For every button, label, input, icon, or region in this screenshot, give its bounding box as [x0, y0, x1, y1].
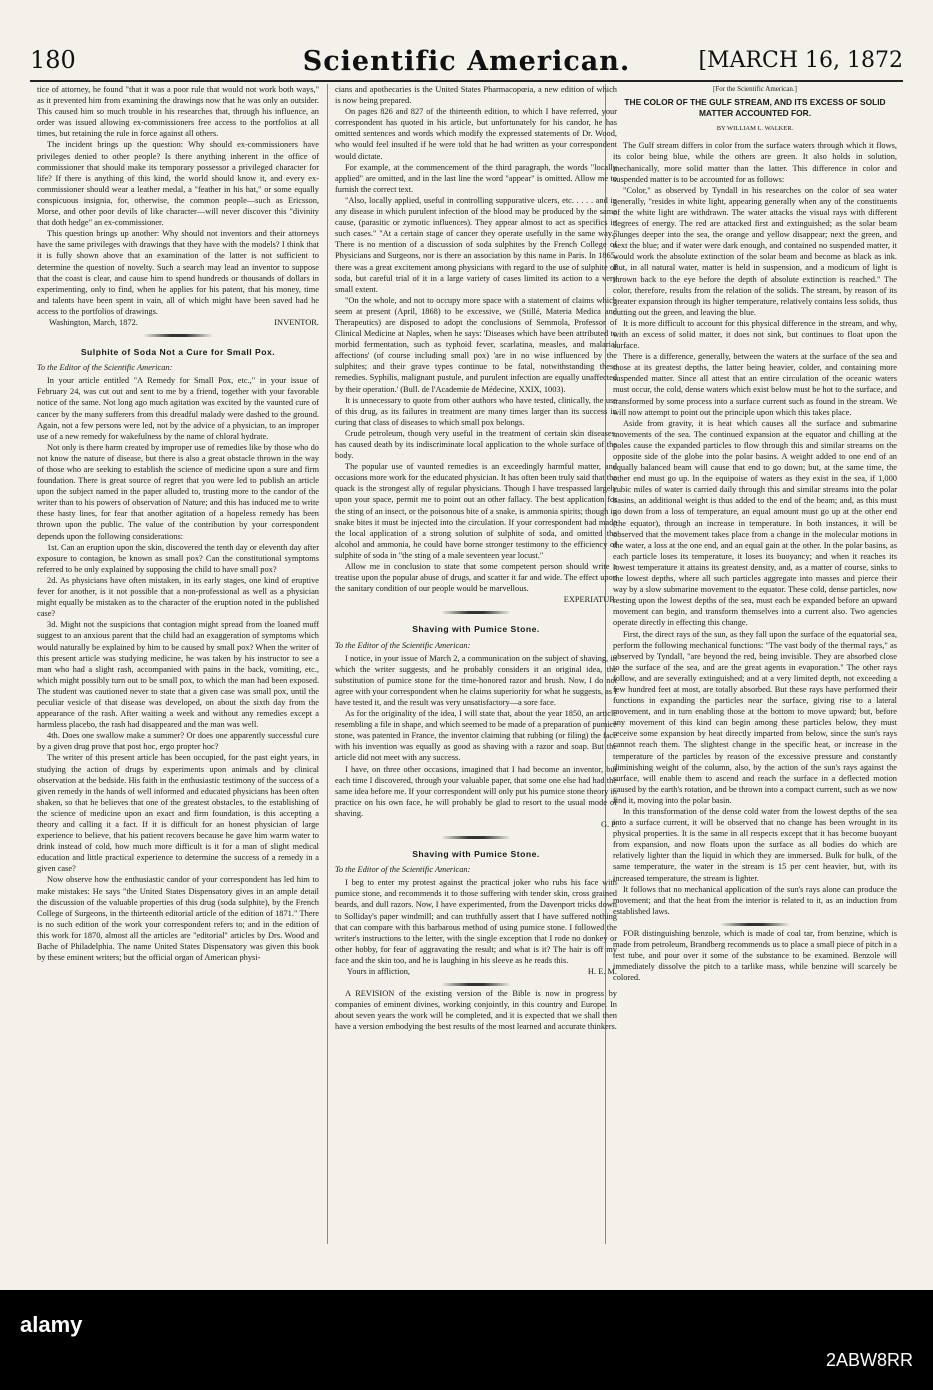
paragraph: As for the originality of the idea, I will state that, about the year 1850, an article resembling a file in shape, and which seemed to be made of a preparation of pumice stone, was patented in France, the inventor claiming that rubbing (or filing) the face with his invention was equally as good as shaving with a razor and soap. But the article did not meet with any success.: [335, 709, 617, 763]
section-ornament: [720, 923, 790, 926]
paragraph: The incident brings up the question: Why should ex-commissioners have privileges denied to other people? Is there anything inherent in the office of commissioner that should make its temporary possessor a privileged character for life? If there is anything of this kind, the world should know it, and every ex-commissioner should wear a leather medal, a "feather in his hat," or some equally conspicuous insignia, for, otherwise, the common people—such as Ericsson, Morse, and other poor devils of like character—will never discover this "divinity that doth hedge" an ex-commissioner.: [37, 140, 319, 228]
paragraph: "On the whole, and not to occupy more space with a statement of claims which seem at present (April, 1868) to be excessive, we (Stillé, Materia Medica and Therapeutics) are disposed to adopt the conclusions of Semmola, Professor of Clinical Medicine at Naples, when he says: 'Diseases which have been attributed to morbid fermentation, such as typhoid fever, scarlatina, measles, and malarial affections' (of course including small pox) 'are in no wise influenced by the sulphites; and their grave types continue to be fatal, notwithstanding these remedies. Syphilis, malignant pustule, and purulent infection are equally unaffected by their operation.' (Bull. de l'Academie de Médecine, XXIX, 1003).: [335, 295, 617, 394]
header-rule: [30, 80, 903, 82]
issue-date: [MARCH 16, 1872: [698, 48, 903, 73]
paragraph: The Gulf stream differs in color from the surface waters through which it flows, its color being blue, while the others are green. It also holds in solution, mechanically, more solid matter than the latter. This difference in color and suspended matter is to be accounted for as follows:: [613, 141, 897, 184]
paragraph: Now observe how the enthusiastic candor of your correspondent has led him to make mistakes: He says "the United States Dispensatory gives in an ample detail the discussion of the valuable properties of this drug (soda sulphite), by the French College of Surgeons, in the thirteenth editorial article of the edition of 1871." There is no such edition of the work your correspondent refers to; and in the edition of this work for 1870, almost all the articles are "editorial" articles by Drs. Wood and Bache of Philadelphia. The name United States Dispensatory was given this book by these eminent writers; but the official organ of American physi-: [37, 875, 319, 963]
signature-name: H. E. M.: [587, 967, 617, 977]
paragraph: 1st. Can an eruption upon the skin, discovered the tenth day or eleventh day after exposure to contagion, be known as small pox? Can the constitutional symptoms referred to be only explained by supposing the child to have small pox?: [37, 542, 319, 574]
paragraph: I notice, in your issue of March 2, a communication on the subject of shaving, in which the writer suggests, and he probably considers it an original idea, the substitution of pumice stone for the time-honored razor and brush. Now, I do not agree with your correspondent when he claims superiority for what he suggests, as I have tested it, and the result was very unsatisfactory—a sore face.: [335, 653, 617, 707]
paragraph: This question brings up another: Why should not inventors and their attorneys have the same privileges with drawings that they have with the models? I think that it is fully shown above that an examination of the latter is not sufficient to determine the question of novelty. Such a search may lead an inventor to suppose that the coast is clear, and cause him to spend hundreds or thousands of dollars in experimenting, only to find, when he applies for his patent, that his money, time and talents have been spent in vain, all of which might have been saved had he access to the portfolios of drawings.: [37, 229, 319, 316]
paragraph: The popular use of vaunted remedies is an exceedingly harmful matter, and occasions more work for the educated physician. It has often been truly said that the quack is the strongest ally of regular physicians. Though I have trespassed largely upon your space, permit me to point out an other fallacy. The best application for the sting of an insect, or the poisonous bite of a snake, is ammonia spirits; though in snake bites it must be injected into the circulation. If your correspondent had made the local application of a strong solution of sulphite of soda, and omitted the alcohol and ammonia, he could have borne stronger testimony to the efficiency of sulphite of soda in "the sting of a male seventeen year locust.": [335, 462, 617, 560]
footer-band: [0, 1290, 933, 1390]
signature-line: [37, 317, 319, 328]
watermark-logo: alamy: [20, 1312, 83, 1337]
column-3: [613, 84, 897, 983]
signature-closing: Yours in affliction,: [347, 967, 410, 977]
column-1: [37, 84, 319, 963]
paragraph: A REVISION of the existing version of the Bible is now in progress by companies of eminent divines, working conjointly, in this country and Europe. In about seven years the work will be completed, and it is expected that we shall then have a version embodying the best results of the most learned and accurate thinkers.: [335, 989, 617, 1032]
paragraph: It is unnecessary to quote from other authors who have tested, clinically, the use of this drug, as its failures in treatment are many times larger than its success in curing that class of diseases to which small pox belongs.: [335, 395, 617, 427]
paragraph: The writer of this present article has been occupied, for the past eight years, in studying the action of drugs by experiments upon animals and by clinical observation at the bedside. His faith in the enthusiastic testimony of the success of a given remedy in the hands of well informed and educated physicians has been often shaken, so that he believes that one of the greatest obstacles, to the establishing of the science of medicine upon an exact and firm foundation, is this accepting a theory and calling it a fact. If it is difficult for an honest physician of large experience to believe, that his patient recovers because he gave him warm water to drink instead of cold, how much more difficult is it for a man of slight medical education and little practical experience to determine the success of a remedy in a given case?: [37, 753, 319, 874]
source-note: [For the Scientific American.]: [713, 85, 797, 93]
section-ornament: [441, 983, 511, 986]
salutation: To the Editor of the Scientific American:: [335, 640, 471, 650]
paragraph: In your article entitled "A Remedy for Small Pox, etc.," in your issue of February 24, was cut out and sent to me by a friend, together with your favorable notice of the same. Not long ago much agitation was excited by the vaunted cure of cancer by the many sufferers from this dreadful malady were dashed to the ground. Again, not a few persons were led, not by the advice of a physician, to an improper use of a new remedy for wakefulness by the name of chloral hydrate.: [37, 376, 319, 441]
paragraph: 4th. Does one swallow make a summer? Or does one apparently successful cure by a given drug prove that post hoc, ergo propter hoc?: [37, 731, 319, 752]
paragraph: FOR distinguishing benzole, which is made of coal tar, from benzine, which is made from petroleum, Brandberg recommends us to place a small piece of pitch in a test tube, and pour over it some of the substance to be examined. Benzole will immediately dissolve the pitch to a tarlike mass, while benzine will scarcely be colored.: [613, 928, 897, 983]
paragraph: In this transformation of the dense cold water from the lowest depths of the sea into a surface current, it will be observed that no change has been wrought in its physical properties. It is the same in all respects except that it has become buoyant from expansion, and now floats upon the surface as all bodies do which are relatively lighter than the liquid in which they are immersed. Bulk for bulk, of the same temperature, the water in the stream is 15 per cent heavier, but, with its increased temperature, the stream is lighter.: [613, 807, 897, 883]
paragraph: It is more difficult to account for this physical difference in the stream, and why, with an excess of solid matter, it does not sink, but continues to float upon the surface.: [613, 318, 897, 351]
section-ornament: [441, 611, 511, 614]
paragraph: "Color," as observed by Tyndall in his researches on the color of sea water generally, "resides in white light, appearing generally when any of the constituents of the white light are withdrawn. The water attacks the visual rays with different degrees of energy. The red are attacked first and extinguished; as the solar beam plunges deeper into the sea, the orange and yellow disappear; next the green, and next the blue; and if water were dark enough, and contained no suspended matter, it would work the absolute extinction of the solar beam and become as black as ink. But, in all natural water, matter is held in suspension, and a modicum of light is thrown back to the eye before the depth of absolute extinction is reached." The color, therefore, results from the relation of the solids. The stream, by reason of its greater expansion through its higher temperature, relatively contains less solids, thus cutting out the green, and leaving the blue.: [613, 185, 897, 317]
paragraph: Allow me in conclusion to state that some competent person should write a treatise upon the popular abuse of drugs, and scatter it far and wide. The effect upon the sanitary condition of our people would be marvellous.: [335, 562, 617, 594]
watermark-id: 2ABW8RR: [825, 1350, 913, 1370]
paragraph: There is a difference, generally, between the waters at the surface of the sea and those at its greatest depths, the latter being heavier, colder, and containing more suspended matter. Since all attest that an entire circulation of the oceanic waters must occur, the cold, dense waters which exist below must be hot to the surface, and transformed by some process into a surface current such as found in the stream. We will now attempt to point out the principle upon which this takes place.: [613, 352, 897, 417]
paragraph: cians and apothecaries is the United States Pharmacopœia, a new edition of which is now being prepared.: [335, 85, 617, 106]
byline: BY WILLIAM L. WALKER.: [716, 125, 794, 133]
section-ornament: [441, 836, 511, 839]
paragraph: For example, at the commencement of the third paragraph, the words "locally applied" are omitted, and in the last line the word "appear" is omitted. Allow me to furnish the correct text.: [335, 162, 617, 194]
page-number: 180: [30, 46, 76, 74]
paragraph: It follows that no mechanical application of the sun's rays alone can produce the movement; and that the heat from the interior is related to it, as an induction from established laws.: [613, 884, 897, 916]
salutation: To the Editor of the Scientific American:: [37, 363, 173, 373]
signature-name: INVENTOR.: [274, 317, 319, 327]
paragraph: I have, on three other occasions, imagined that I had become an inventor, but each time I discovered, through your valuable paper, that some one else had had the same idea before me. If your correspondent will only put his pumice stone theory in practice on his own face, he will probably be glad to resort to the usual mode of shaving.: [335, 764, 617, 818]
paragraph: On pages 826 and 827 of the thirteenth edition, to which I have referred, your correspondent has quoted in his article, but unfortunately for his candor, he has omitted sentences and words which modify the expressed statements of Dr. Wood, who would feel insulted if he were told that he had written as your correspondent would dictate.: [335, 107, 617, 161]
paragraph: First, the direct rays of the sun, as they fall upon the surface of the equatorial sea, perform the following mechanical functions: "The vast body of the thermal rays," as observed by Tyndall, "are beyond the red, being invisible. They are absorbed close to the surface of the sea, and are the great agents in evaporation." The other rays follow, and are severally extinguished; and at a very limited depth, not exceeding a few hundred feet at most, are totally absorbed. But these rays have performed their functions in expanding the particles near the surface, giving rise to a lateral movement, and in turn enabling those at the bottom to move upward; but, before any movement of this kind can begin among these particles below, they must receive some expansion by heat directly imparted from below, since the sun's rays cannot reach them. The slightest change in the specific heat, or increase in the temperature of the particles by reason of the excessive pressure and constantly diminishing weight of the column, also, by the action of the sun's rays against the surface, will enable them to ascend and reach the surface in a deflected motion caused by the earth's rotation, and be thrown into a compact current, such as we now find it, moving into the polar basin.: [613, 629, 897, 805]
signature-name: EXPERIATUR.: [563, 595, 617, 605]
paragraph: "Also, locally applied, useful in controlling suppurative ulcers, etc. . . . . and in any disease in which purulent infection of the blood may be produced by the same cause, (parasitic or zymotic influences). They appear almost to act as specifics in such cases." "At a certain stage of cancer they operate usefully in the same way." There is no mention of a discussion of soda sulphites by the French College of Physicians and Surgeons, nor is there an association by this name in Paris. In 1865, there was a great excitement among physicians with regard to the use of sulphite of soda, but careful trial of it in a large variety of cases limited its action to a very small extent.: [335, 195, 617, 294]
article-heading: Shaving with Pumice Stone.: [412, 849, 540, 860]
paragraph: Aside from gravity, it is heat which causes all the surface and submarine movements of the sea. The continued expansion at the equator and chilling at the poles cause the expanded particles to flow through this and similar streams on the opposite side of the globe into the polar basins. A weight added to one end of an equally balanced beam will cause that end to go down; but, at the same time, the other end must go up. In the equipoise of waters as they exist in the sea, if 1,000 cubic miles of water is carried daily through this and similar streams into the polar basins, an additional weight is thus added to the end of the beam; and, as this must go down from a loss of temperature, an equal amount must go up at the other end (the equator), through an increase in temperature. In both instances, it will be observed that the movement takes place from a change in the molecular motions in the water, a loss at the one end, and an equal gain at the other. In the polar basins, as each particle loses its temperature, it loses its buoyancy; and when it reaches its lowest temperature it attains its greatest density, and, as a matter of course, sinks to the lowest depths, where all such particles aggregate into masses and pierce their way by a slow submarine movement to the equator. These cold, dense particles, now resting upon the lowest depths of the sea, must each be expanded before an upward movement can begin, and transform themselves into a current also. Two agencies operate directly in effecting this change.: [613, 418, 897, 628]
masthead: [0, 46, 933, 78]
signature-line: [335, 966, 617, 977]
column-divider: [327, 84, 328, 1244]
article-title: THE COLOR OF THE GULF STREAM, AND ITS EXCESS OF SOLID MATTER ACCOUNTED FOR.: [624, 97, 886, 119]
paragraph: 3d. Might not the suspicions that contagion might spread from the loaned muff suggest to an anxious parent that the child had an exaggeration of symptoms which would naturally be explained by him to be caused by small pox? When the writer of this present article was studying medicine, he was taken by his instructor to see a man who had a slight rash, accompanied with pains in the back, vomiting, etc., which might possibly turn out to be small pox, to which the man had been exposed. The student was cautioned never to state that a given case was small pox, until the peculiar vesicle of that disease was developed, on about the sixth day from the appearance of the rash. After waiting a week and without any remedies except a harmless placebo, the rash had disappeared and the man was well.: [37, 620, 319, 730]
publication-title: Scientific American.: [302, 46, 631, 77]
signature-name: G. P.: [600, 820, 617, 829]
salutation: To the Editor of the Scientific American:: [335, 865, 471, 875]
section-ornament: [143, 334, 213, 337]
paragraph: 2d. As physicians have often mistaken, in its early stages, one kind of eruptive fever for another, is it not possible that a non-professional as well as a physician might equally be mistaken as to the character of the eruption noted in the published case?: [37, 575, 319, 619]
paragraph: tice of attorney, he found "that it was a poor rule that would not work both ways," as it prevented him from examining the drawings now that he was only an outsider. This caused him so much trouble in his researches that, through his influence, an order was issued allowing ex-commissioners free access to the portfolios at all times, but retaining the rule in force against all others.: [37, 85, 319, 139]
paragraph: Crude petroleum, though very useful in the treatment of certain skin diseases, has caused death by its indiscriminate local application to the whole surface of the body.: [335, 428, 617, 461]
paragraph: I beg to enter my protest against the practical joker who rubs his face with pumice stone, and recommends it to those suffering with tender skin, cross grained beards, and dull razors. Now, I have experimented, from the Davenport tricks down to Solliday's paper windmill; and can truthfully assert that I have suffered nothing that can compare with this barbarous method of using pumice stone. I followed the writer's instructions to the letter, with the single exception that I rode no donkey or other hobby, for fear of aggravating the result; and what is it? The hair is off my face and the skin too, and he is laughing in his sleeve as he reads this.: [335, 878, 617, 965]
paragraph: Not only is there harm created by improper use of remedies like by those who do not know the nature of disease, but there is also a great obstacle thrown in the way of those who are seeking to establish the science of medicine upon a sure and firm foundation. There is great source of regret that you were led to publish an article upon the subject named in the paper alluded to, trusting more to the candor of the writer than to his powers of observation of Nature; and this has induced me to write these hasty lines, for fear that another agitation of a hopeless remedy has been thrown upon the public. The value of the contribution by your correspondent depends upon the following considerations:: [37, 442, 319, 541]
column-2: [335, 84, 617, 1033]
article-heading: Shaving with Pumice Stone.: [412, 624, 540, 635]
article-heading: Sulphite of Soda Not a Cure for Small Pox.: [80, 347, 276, 358]
signature-place: Washington, March, 1872.: [49, 317, 138, 327]
